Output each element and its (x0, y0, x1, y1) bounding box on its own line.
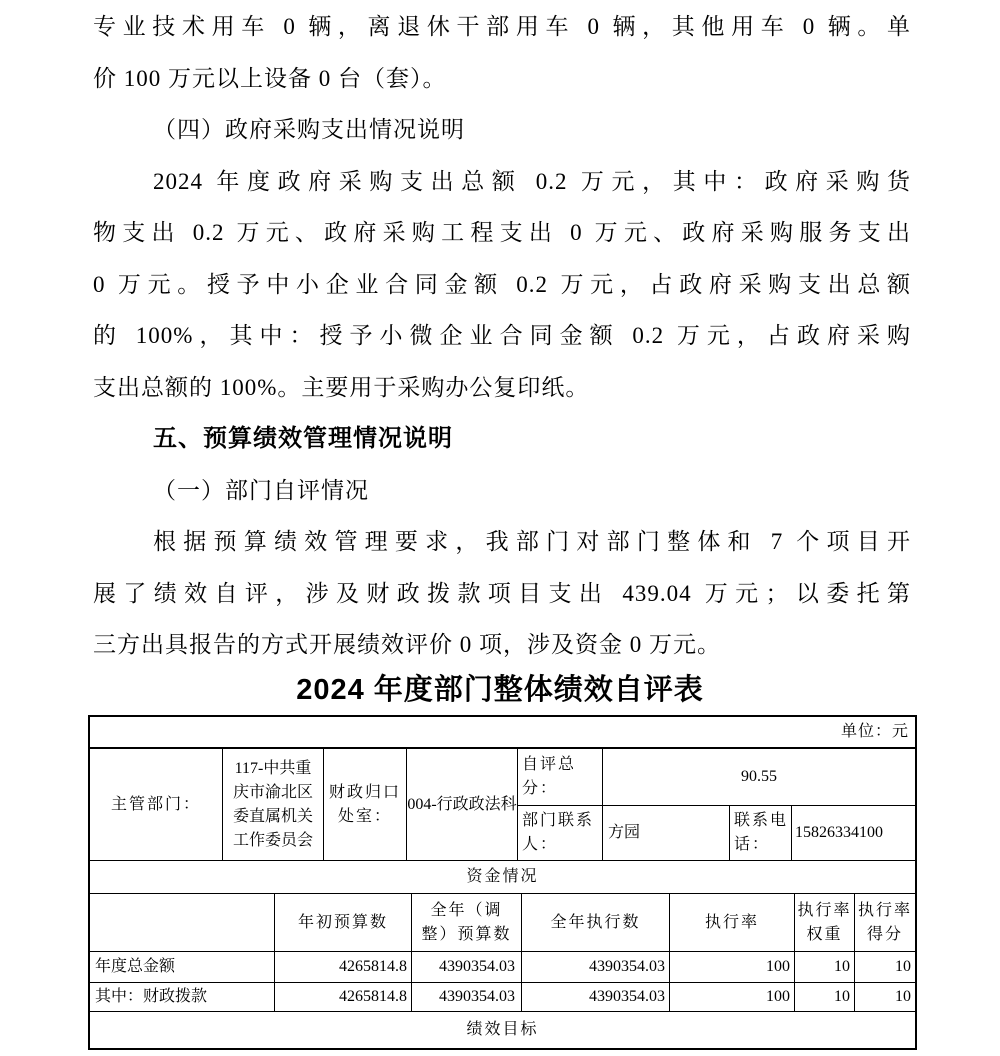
unit-row (90, 717, 915, 749)
unit-label: 单位：元 (840, 723, 909, 740)
phone-value: 15826334100 (795, 824, 883, 841)
score-row (518, 749, 915, 806)
contact-value: 方园 (603, 806, 730, 860)
table-row-fiscal (90, 983, 915, 1012)
funds-section-row (90, 861, 915, 894)
table-title: 2024 年度部门整体绩效自评表 (296, 674, 704, 706)
performance-section-title: 绩效目标 (466, 1021, 539, 1038)
paragraph-line: 展了绩效自评，涉及财政拨款项目支出 439.04 万元；以委托第 (93, 580, 911, 606)
document-body (93, 1, 911, 671)
row-label: 年度总金额 (90, 952, 275, 982)
column-header-rate: 执行率 (670, 894, 795, 951)
paragraph-line: 物支出 0.2 万元、政府采购工程支出 0 万元、政府采购服务支出 (93, 220, 911, 245)
row-label: 其中：财政拨款 (90, 983, 275, 1011)
score-value: 90.55 (741, 768, 777, 785)
score-value: 10 (895, 958, 911, 975)
performance-section-row (90, 1012, 915, 1048)
funds-header-row (90, 894, 915, 952)
executed-value: 4390354.03 (522, 983, 670, 1011)
paragraph-line: 0 万元。授予中小企业合同金额 0.2 万元，占政府采购支出总额 (93, 271, 911, 297)
contact-row (518, 806, 915, 860)
section-heading: （四）政府采购支出情况说明 (153, 117, 465, 142)
paragraph-line: 的 100%，其中：授予小微企业合同金额 0.2 万元，占政府采购 (93, 323, 911, 348)
column-header-initial: 年初预算数 (275, 894, 412, 951)
rate-value: 100 (670, 983, 795, 1011)
adjusted-value: 4390354.03 (412, 952, 522, 982)
score-value: 10 (895, 988, 911, 1005)
paragraph-line: 价 100 万元以上设备 0 台（套）。 (93, 65, 447, 91)
finance-office-value: 004-行政政法科 (407, 749, 518, 860)
table-row-total (90, 952, 915, 983)
chapter-heading: 五、预算绩效管理情况说明 (153, 425, 453, 452)
rate-value: 100 (670, 952, 795, 982)
score-label: 自评总分： (518, 749, 603, 805)
paragraph-line: 2024 年度政府采购支出总额 0.2 万元，其中：政府采购货 (153, 168, 911, 194)
column-header-executed: 全年执行数 (522, 894, 670, 951)
finance-office-label: 财政归口处室： (324, 749, 407, 860)
column-header-blank (90, 894, 275, 951)
adjusted-value: 4390354.03 (412, 983, 522, 1011)
score-contact-block (518, 749, 915, 860)
initial-value: 4265814.8 (275, 952, 412, 982)
dept-label: 主管部门： (90, 749, 223, 860)
section-heading: （一）部门自评情况 (153, 477, 369, 503)
table-header-block (90, 749, 915, 861)
column-header-score: 执行率得分 (857, 901, 912, 943)
paragraph-line: 根据预算绩效管理要求，我部门对部门整体和 7 个项目开 (153, 529, 911, 554)
dept-value: 117-中共重庆市渝北区委直属机关工作委员会 (223, 749, 324, 860)
column-header-adjusted: 全年（调整）预算数 (412, 894, 522, 951)
paragraph-line: 支出总额的 100%。主要用于采购办公复印纸。 (93, 374, 590, 400)
column-header-weight: 执行率权重 (795, 894, 855, 951)
weight-value: 10 (795, 952, 855, 982)
funds-section-title: 资金情况 (466, 868, 539, 885)
phone-label: 联系电话： (730, 806, 792, 860)
executed-value: 4390354.03 (522, 952, 670, 982)
paragraph-line: 专业技术用车 0 辆，离退休干部用车 0 辆，其他用车 0 辆。单 (93, 14, 911, 39)
contact-label: 部门联系人： (518, 806, 603, 860)
paragraph-line: 三方出具报告的方式开展绩效评价 0 项，涉及资金 0 万元。 (93, 632, 721, 657)
performance-self-evaluation-table (88, 715, 917, 1050)
weight-value: 10 (795, 983, 855, 1011)
initial-value: 4265814.8 (275, 983, 412, 1011)
